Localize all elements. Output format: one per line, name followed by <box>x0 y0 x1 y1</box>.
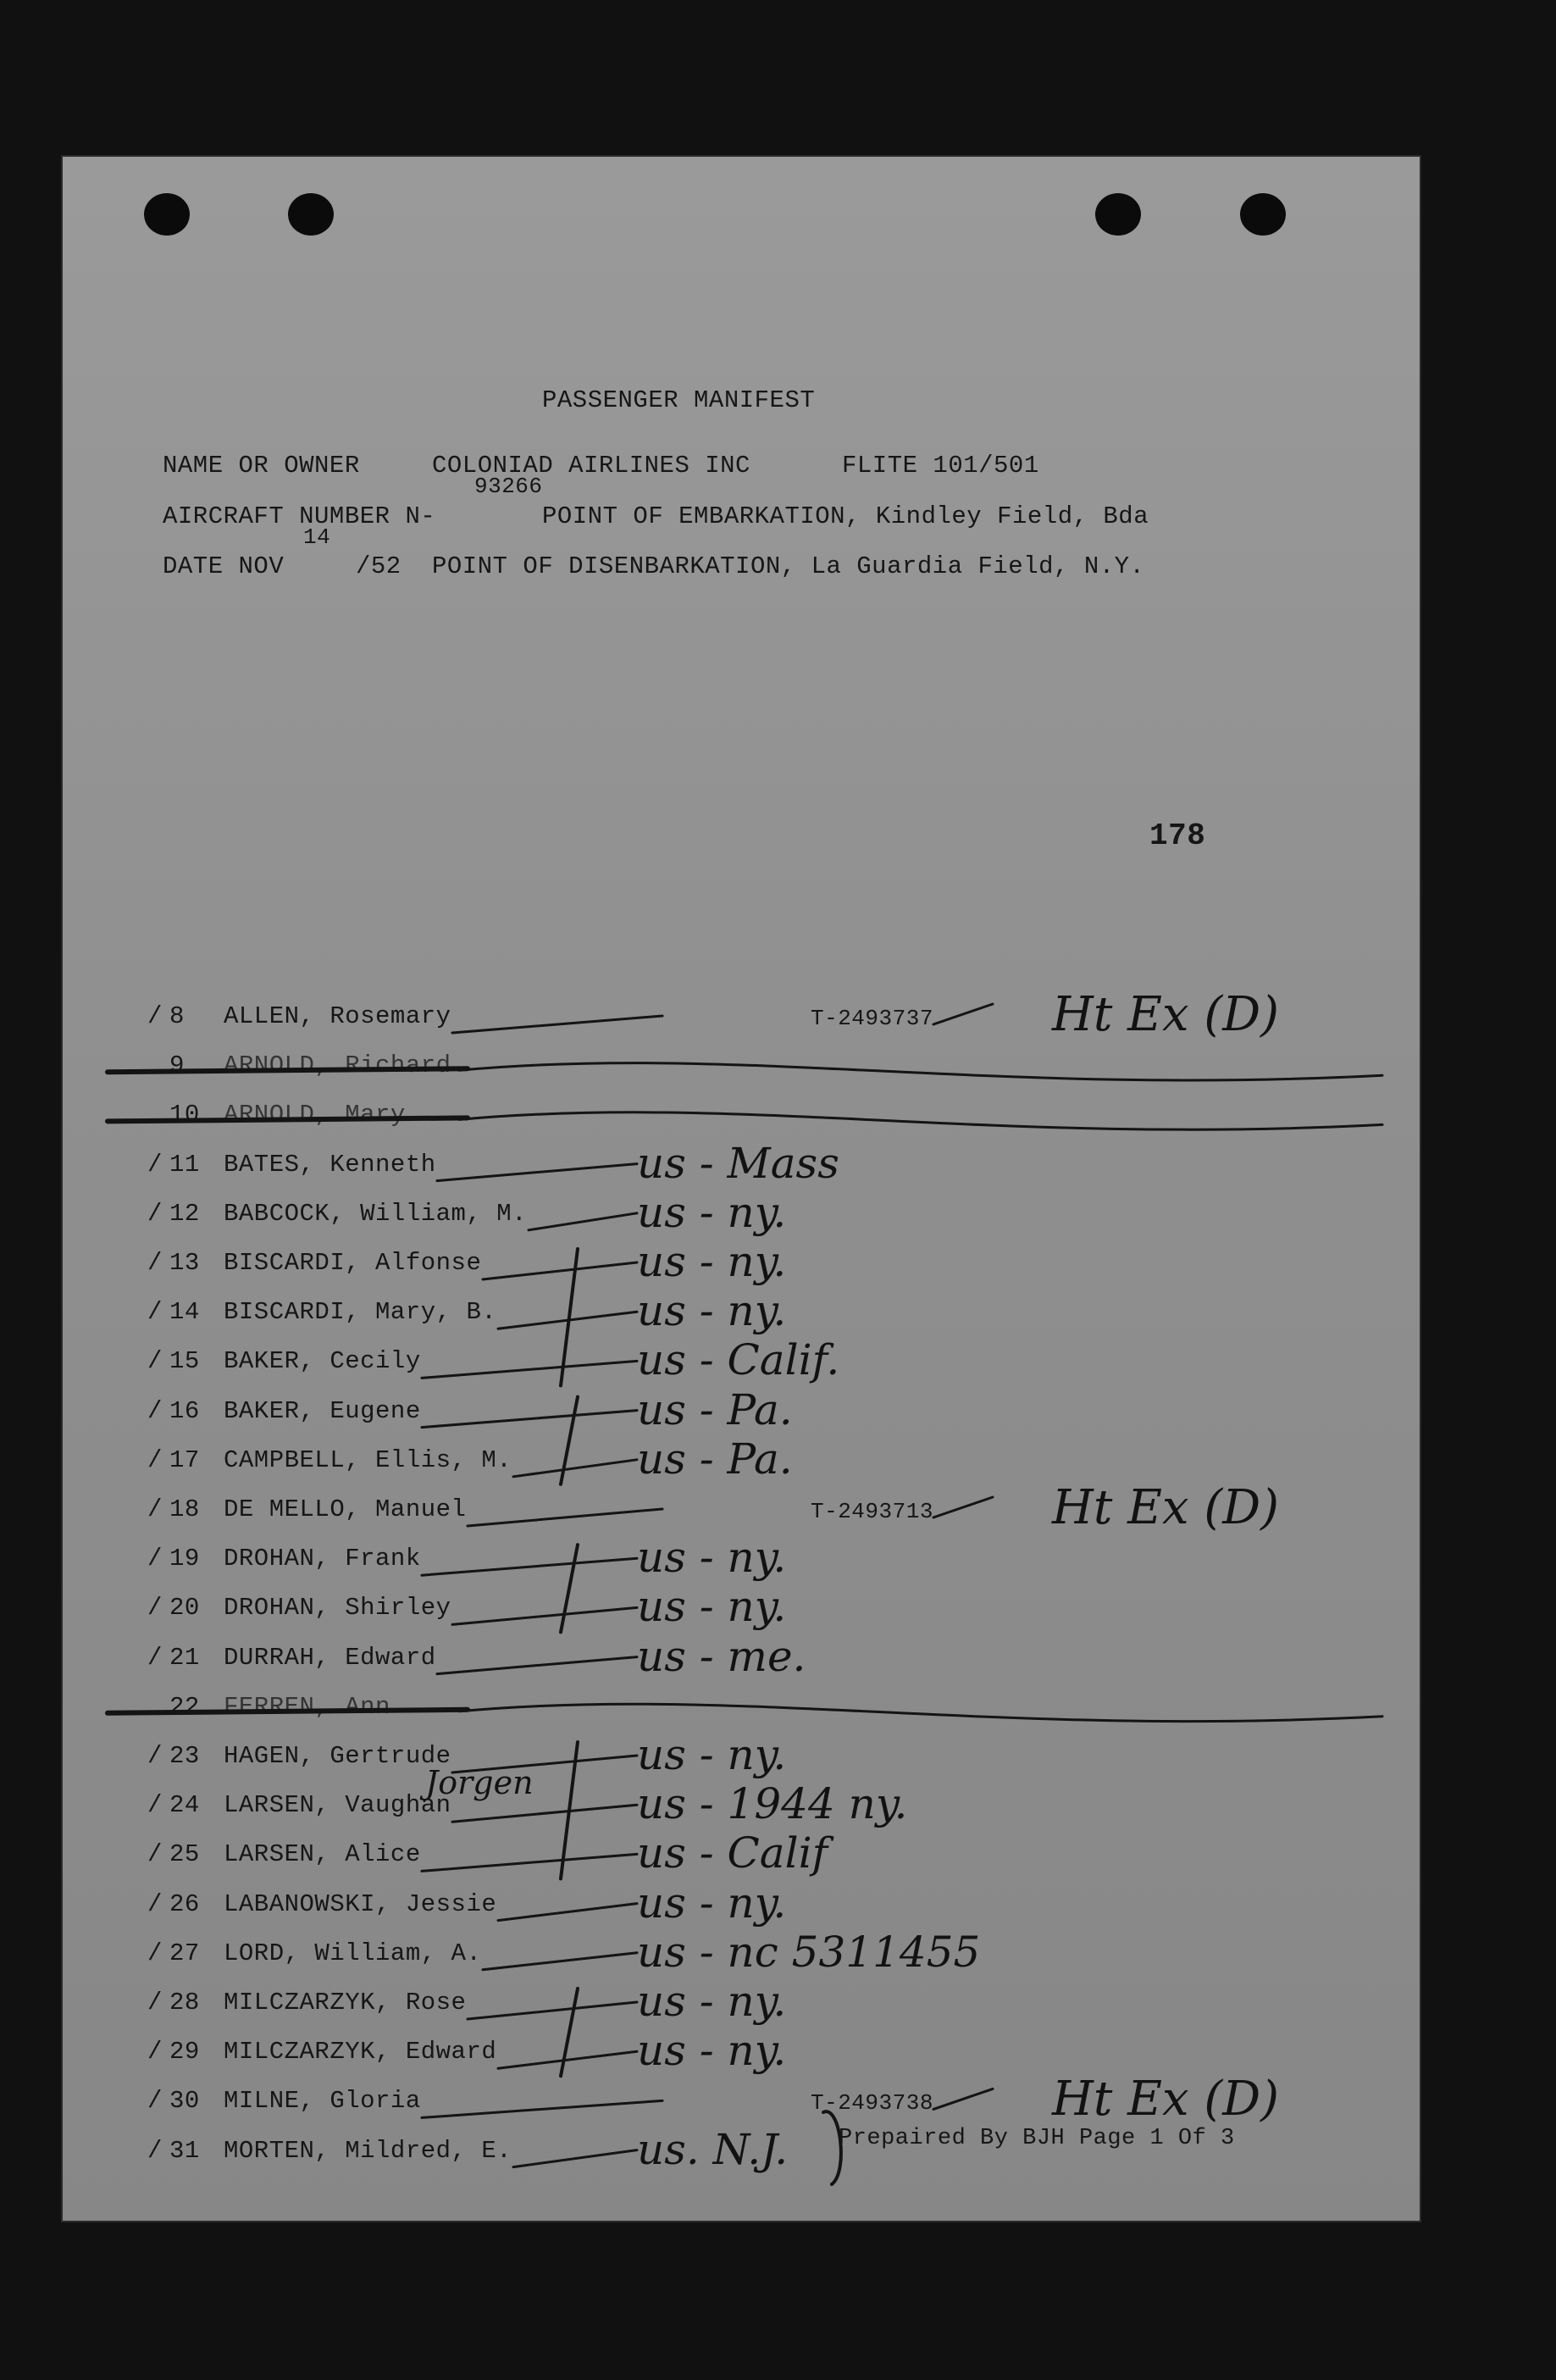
check-tick: / <box>147 2136 163 2165</box>
passenger-number: 12 <box>169 1199 200 1228</box>
check-tick: / <box>147 1889 163 1918</box>
strikethrough-line <box>459 1063 1382 1080</box>
connector-line <box>422 2100 662 2117</box>
passenger-number: 25 <box>169 1840 200 1869</box>
passenger-number: 16 <box>169 1396 200 1425</box>
passenger-number: 19 <box>169 1545 200 1573</box>
owner-label: NAME OR OWNER <box>163 452 360 480</box>
family-bracket-line <box>561 1397 578 1484</box>
family-bracket-line <box>561 1545 578 1632</box>
connector-line <box>483 1953 637 1970</box>
passenger-name: CAMPBELL, Ellis, M. <box>224 1445 512 1474</box>
handwritten-note: us - ny. <box>637 1237 787 1286</box>
passenger-name: LARSEN, Alice <box>224 1840 421 1869</box>
embarkation-point: POINT OF EMBARKATION, Kindley Field, Bda <box>542 502 1149 530</box>
aircraft-label: AIRCRAFT NUMBER N- <box>163 502 436 530</box>
connector-line <box>422 1411 637 1428</box>
check-tick: / <box>147 1840 163 1869</box>
handwritten-note: us - Pa. <box>637 1384 793 1434</box>
handwritten-note: us - ny. <box>637 1582 787 1632</box>
passenger-name: DURRAH, Edward <box>224 1643 436 1672</box>
check-tick: / <box>147 1545 163 1573</box>
passenger-name: BISCARDI, Mary, B. <box>224 1298 497 1327</box>
ticket-number: T-2493713 <box>811 1499 933 1524</box>
passenger-name: MILNE, Gloria <box>224 2087 421 2116</box>
connector-line <box>422 1854 637 1871</box>
passenger-name: BAKER, Cecily <box>224 1347 421 1376</box>
connector-line <box>437 1657 637 1674</box>
connector-line <box>468 1509 662 1526</box>
handwritten-note: Ht Ex (D) <box>1052 987 1279 1042</box>
check-tick: / <box>147 2087 163 2116</box>
check-tick: / <box>147 1298 163 1327</box>
handwritten-note: Ht Ex (D) <box>1052 1480 1279 1535</box>
manifest-title: PASSENGER MANIFEST <box>542 386 816 414</box>
handwritten-note: us - 1944 ny. <box>637 1779 908 1829</box>
connector-line <box>513 2150 637 2167</box>
connector-line <box>468 2002 637 2019</box>
handwritten-note: us - Pa. <box>637 1434 793 1484</box>
passenger-number: 8 <box>169 1002 185 1030</box>
passenger-number: 27 <box>169 1939 200 1967</box>
check-tick: / <box>147 1445 163 1474</box>
handwritten-note: us - nc 5311455 <box>637 1927 981 1977</box>
strikethrough-line <box>108 1068 468 1072</box>
handwritten-note: us - ny. <box>637 2026 787 2076</box>
strikethrough-line <box>459 1704 1382 1721</box>
passenger-name: HAGEN, Gertrude <box>224 1742 451 1770</box>
passenger-name: LABANOWSKI, Jessie <box>224 1889 497 1918</box>
connector-line <box>452 1016 662 1033</box>
check-tick: / <box>147 1002 163 1030</box>
aircraft-number-value: 93266 <box>474 474 543 499</box>
check-tick: / <box>147 1989 163 2017</box>
passenger-name: BABCOCK, William, M. <box>224 1199 528 1228</box>
passenger-number: 11 <box>169 1150 200 1179</box>
handwritten-note: us - ny. <box>637 1187 787 1237</box>
check-line <box>933 1497 993 1517</box>
date-day: 14 <box>303 524 331 550</box>
date-label: DATE NOV <box>163 552 285 580</box>
passenger-number: 30 <box>169 2087 200 2116</box>
handwritten-note: us - Calif. <box>637 1335 840 1385</box>
check-line <box>933 1004 993 1024</box>
passenger-number: 23 <box>169 1742 200 1770</box>
check-tick: / <box>147 1396 163 1425</box>
passenger-name: FERREN, Ann <box>224 1692 390 1721</box>
check-tick: / <box>147 1150 163 1179</box>
passenger-number: 21 <box>169 1643 200 1672</box>
manifest-page <box>61 155 1421 2222</box>
strikethrough-line <box>108 1710 468 1713</box>
handwritten-note: us - ny. <box>637 1977 787 2026</box>
check-tick: / <box>147 1249 163 1277</box>
connector-line <box>452 1607 637 1624</box>
passenger-number: 18 <box>169 1495 200 1523</box>
footer-prepared-by: Prepaired By BJH Page 1 Of 3 <box>839 2126 1235 2151</box>
passenger-name: BATES, Kenneth <box>224 1150 436 1179</box>
flight-number: FLITE 101/501 <box>842 452 1039 480</box>
ticket-number: T-2493737 <box>811 1006 933 1031</box>
page-number: 178 <box>1149 818 1206 853</box>
passenger-name: MILCZARZYK, Rose <box>224 1989 467 2017</box>
connector-line <box>498 2051 637 2068</box>
passenger-number: 13 <box>169 1249 200 1277</box>
ticket-number: T-2493738 <box>811 2090 933 2116</box>
handwritten-note: Ht Ex (D) <box>1052 2072 1279 2128</box>
passenger-name: ARNOLD, Mary <box>224 1101 406 1129</box>
passenger-name: DE MELLO, Manuel <box>224 1495 467 1523</box>
handwritten-note: us. N.J. <box>637 2124 789 2174</box>
passenger-number: 24 <box>169 1791 200 1820</box>
check-tick: / <box>147 1594 163 1623</box>
check-tick: / <box>147 1643 163 1672</box>
handwritten-note: us - ny. <box>637 1878 787 1928</box>
handwritten-correction: Jorgen <box>425 1764 534 1802</box>
connector-line <box>452 1756 637 1773</box>
passenger-name: MILCZARZYK, Edward <box>224 2038 497 2067</box>
passenger-number: 28 <box>169 1989 200 2017</box>
passenger-name: ALLEN, Rosemary <box>224 1002 451 1030</box>
check-tick: / <box>147 2038 163 2067</box>
passenger-name: DROHAN, Shirley <box>224 1594 451 1623</box>
check-tick: / <box>147 1939 163 1967</box>
handwritten-note: us - Mass <box>637 1138 839 1188</box>
passenger-name: DROHAN, Frank <box>224 1545 421 1573</box>
connector-line <box>422 1558 637 1575</box>
passenger-number: 15 <box>169 1347 200 1376</box>
passenger-name: MORTEN, Mildred, E. <box>224 2136 512 2165</box>
check-tick: / <box>147 1347 163 1376</box>
check-tick: / <box>147 1199 163 1228</box>
passenger-number: 26 <box>169 1889 200 1918</box>
strikethrough-line <box>459 1112 1382 1129</box>
connector-line <box>498 1904 637 1921</box>
handwritten-marks <box>61 155 1421 2222</box>
passenger-number: 22 <box>169 1692 200 1721</box>
connector-line <box>422 1361 637 1378</box>
passenger-name: ARNOLD, Richard <box>224 1051 451 1080</box>
passenger-name: BISCARDI, Alfonse <box>224 1249 482 1277</box>
disembarkation-point: POINT OF DISENBARKATION, La Guardia Field, N.Y. <box>432 552 1145 580</box>
passenger-number: 10 <box>169 1101 200 1129</box>
passenger-number: 20 <box>169 1594 200 1623</box>
check-tick: / <box>147 1742 163 1770</box>
handwritten-note: us - me. <box>637 1631 806 1681</box>
passenger-name: BAKER, Eugene <box>224 1396 421 1425</box>
family-bracket-line <box>561 1989 578 2076</box>
passenger-number: 31 <box>169 2136 200 2165</box>
owner-value: COLONIAD AIRLINES INC <box>432 452 750 480</box>
handwritten-note: us - Calif <box>637 1828 828 1878</box>
check-line <box>933 2089 993 2109</box>
strikethrough-line <box>108 1118 468 1121</box>
passenger-number: 9 <box>169 1051 185 1080</box>
check-tick: / <box>147 1495 163 1523</box>
connector-line <box>529 1213 637 1230</box>
connector-line <box>452 1805 637 1822</box>
connector-line <box>437 1164 637 1181</box>
handwritten-note: us - ny. <box>637 1730 787 1779</box>
handwritten-note: us - ny. <box>637 1533 787 1583</box>
passenger-number: 29 <box>169 2038 200 2067</box>
connector-line <box>513 1460 637 1477</box>
check-tick: / <box>147 1791 163 1820</box>
passenger-name: LORD, William, A. <box>224 1939 482 1967</box>
date-year: /52 <box>356 552 401 580</box>
passenger-number: 17 <box>169 1445 200 1474</box>
passenger-name: LARSEN, Vaughan <box>224 1791 451 1820</box>
passenger-number: 14 <box>169 1298 200 1327</box>
connector-line <box>483 1262 637 1279</box>
handwritten-note: us - ny. <box>637 1286 787 1336</box>
